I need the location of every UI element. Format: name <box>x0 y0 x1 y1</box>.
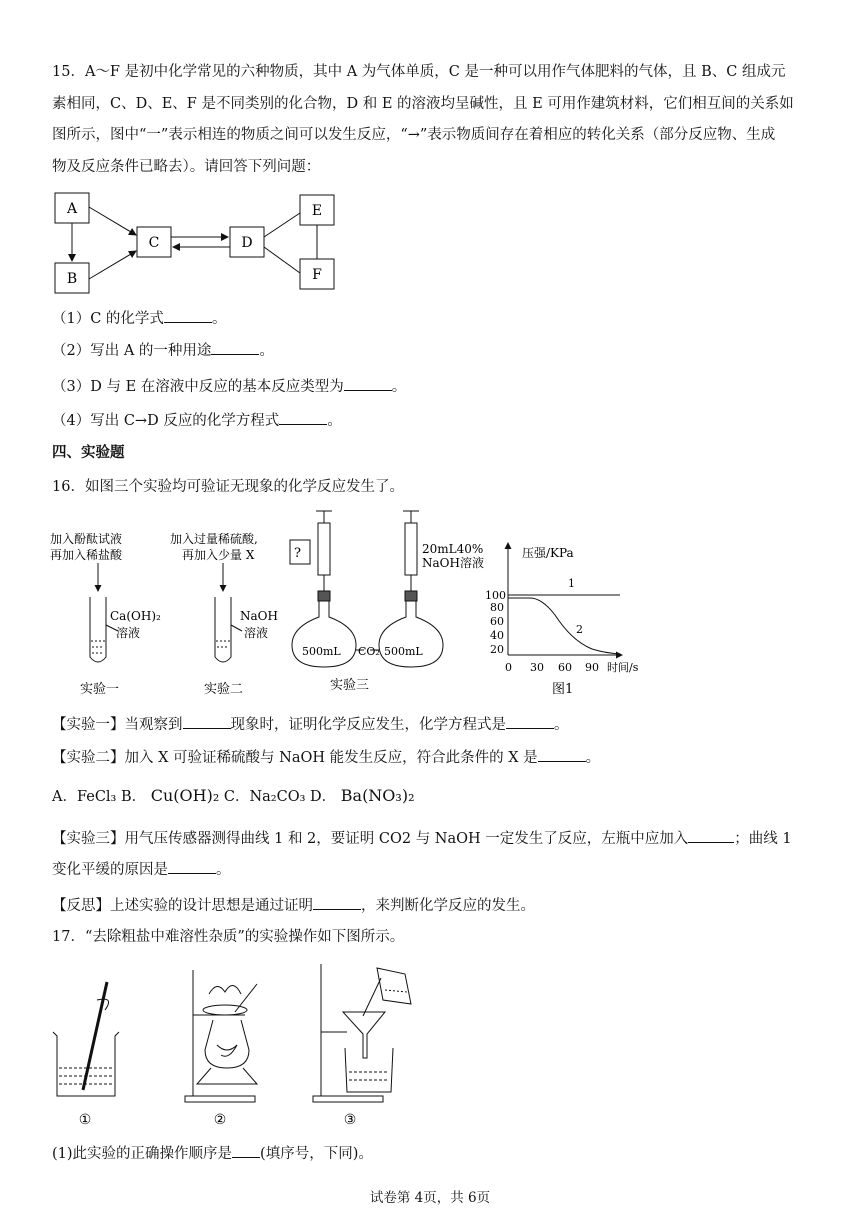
graph-y-axis-label: 压强/KPa <box>522 546 574 560</box>
q16-exp3-question: 【实验三】用气压传感器测得曲线 1 和 2，要证明 CO2 与 NaOH 一定发生了反应，左瓶中应加入 ；曲线 1 <box>52 828 792 849</box>
graph-xtick-0: 0 <box>505 661 512 674</box>
q16-options <box>52 786 415 807</box>
node-d: D <box>241 235 253 251</box>
operation-label-3: ③ <box>343 1112 357 1128</box>
graph-caption: 图1 <box>552 682 574 697</box>
q15-stem-line-4: 物及反应条件已略去）。请回答下列问题： <box>52 159 321 175</box>
node-b: B <box>66 271 78 287</box>
q16-exp2-question: 【实验二】加入 X 可验证稀硫酸与 NaOH 能发生反应，符合此条件的 X 是 。 <box>52 747 600 768</box>
node-c: C <box>148 235 160 251</box>
graph-x-axis-label: 时间/s <box>607 661 639 674</box>
answer-blank[interactable] <box>344 376 392 391</box>
exp3-right-flask-volume: 500mL <box>384 645 423 658</box>
graph-ytick-60: 60 <box>490 615 504 628</box>
q16-experiments-figure <box>40 505 640 705</box>
q17-operations-figure <box>45 960 425 1130</box>
exp1-solution-label: 溶液 <box>116 626 141 640</box>
graph-xtick-30: 30 <box>530 661 544 674</box>
answer-blank[interactable] <box>232 1143 260 1158</box>
q16-stem: 16．如图三个实验均可验证无现象的化学反应发生了。 <box>52 479 404 495</box>
section-title: 四、实验题 <box>52 444 125 461</box>
answer-blank[interactable] <box>168 859 216 874</box>
node-f: F <box>312 267 322 283</box>
answer-blank[interactable] <box>313 895 361 910</box>
graph-xtick-90: 90 <box>585 661 599 674</box>
exp3-naoh-label: NaOH溶液 <box>422 556 484 570</box>
node-e: E <box>311 203 323 219</box>
graph-ytick-20: 20 <box>490 643 504 656</box>
exp2-instruction-2: 再加入少量 X <box>182 548 255 562</box>
exp3-gas-label: CO₂ <box>358 645 380 658</box>
exp3-naoh-concentration: 20mL40% <box>422 542 484 556</box>
option-d-formula: Ba(NO₃)₂ <box>340 786 415 805</box>
answer-blank[interactable] <box>183 714 231 729</box>
exp3-left-flask-volume: 500mL <box>302 645 341 658</box>
q16-exp1-question: 【实验一】当观察到 现象时，证明化学反应发生，化学方程式是 。 <box>52 714 569 735</box>
exp3-unknown-reagent: ? <box>294 546 301 561</box>
graph-ytick-40: 40 <box>490 629 504 642</box>
exp1-instruction-2: 再加入稀盐酸 <box>50 548 123 562</box>
exp1-caption: 实验一 <box>80 682 120 697</box>
operation-label-1: ① <box>78 1112 92 1128</box>
answer-blank[interactable] <box>164 308 212 323</box>
exp1-solution-formula: Ca(OH)₂ <box>110 609 161 623</box>
q15-stem-line-3: 图所示，图中“一”表示相连的物质之间可以发生反应，“→”表示物质间存在着相应的转化关系（部分反应物、生成 <box>52 127 776 143</box>
answer-blank[interactable] <box>279 410 327 425</box>
q17-sub1: (1)此实验的正确操作顺序是 (填序号，下同)。 <box>52 1143 373 1164</box>
answer-blank[interactable] <box>538 747 586 762</box>
q15-stem-line-1: 15．A～F 是初中化学常见的六种物质，其中 A 为气体单质，C 是一种可以用作气体肥料的气体，且 B、C 组成元 <box>52 64 786 80</box>
q16-exp3-question-2: 变化平缓的原因是 。 <box>52 859 231 880</box>
q15-relation-diagram <box>50 185 370 300</box>
answer-blank[interactable] <box>506 714 554 729</box>
q15-sub4: （4）写出 C→D 反应的化学方程式 。 <box>52 410 342 431</box>
exp2-caption: 实验二 <box>204 682 244 697</box>
option-a: A．FeCl₃ B． <box>52 789 147 805</box>
q15-sub1: （1）C 的化学式 。 <box>52 308 226 329</box>
graph-ytick-80: 80 <box>490 601 504 614</box>
q15-stem-line-2: 素相同，C、D、E、F 是不同类别的化合物，D 和 E 的溶液均呈碱性，且 E 可用作建筑材料，它们相互间的关系如 <box>52 96 794 112</box>
q16-reflection: 【反思】上述实验的设计思想是通过证明 ，来判断化学反应的发生。 <box>52 895 535 916</box>
node-a: A <box>66 201 78 217</box>
answer-blank[interactable] <box>211 340 259 355</box>
q15-sub3: （3）D 与 E 在溶液中反应的基本反应类型为 。 <box>52 376 406 397</box>
answer-blank[interactable] <box>688 828 734 843</box>
graph-xtick-60: 60 <box>558 661 572 674</box>
exp2-instruction-1: 加入过量稀硫酸, <box>170 532 258 546</box>
exp3-caption: 实验三 <box>330 678 370 693</box>
graph-curve-1-label: 1 <box>568 577 575 590</box>
option-c: C．Na₂CO₃ D． <box>223 789 337 805</box>
q17-stem: 17．“去除粗盐中难溶性杂质”的实验操作如下图所示。 <box>52 929 405 945</box>
graph-ytick-100: 100 <box>485 589 506 602</box>
exp2-solution-label: 溶液 <box>244 626 269 640</box>
option-b-formula: Cu(OH)₂ <box>150 786 220 805</box>
page-footer: 试卷第 4页，共 6页 <box>369 1190 491 1206</box>
operation-label-2: ② <box>213 1112 227 1128</box>
q15-sub2: （2）写出 A 的一种用途 。 <box>52 340 274 361</box>
exp1-instruction-1: 加入酚酞试液 <box>50 532 123 546</box>
graph-curve-2-label: 2 <box>576 623 583 636</box>
exp2-solution-formula: NaOH <box>240 609 278 623</box>
